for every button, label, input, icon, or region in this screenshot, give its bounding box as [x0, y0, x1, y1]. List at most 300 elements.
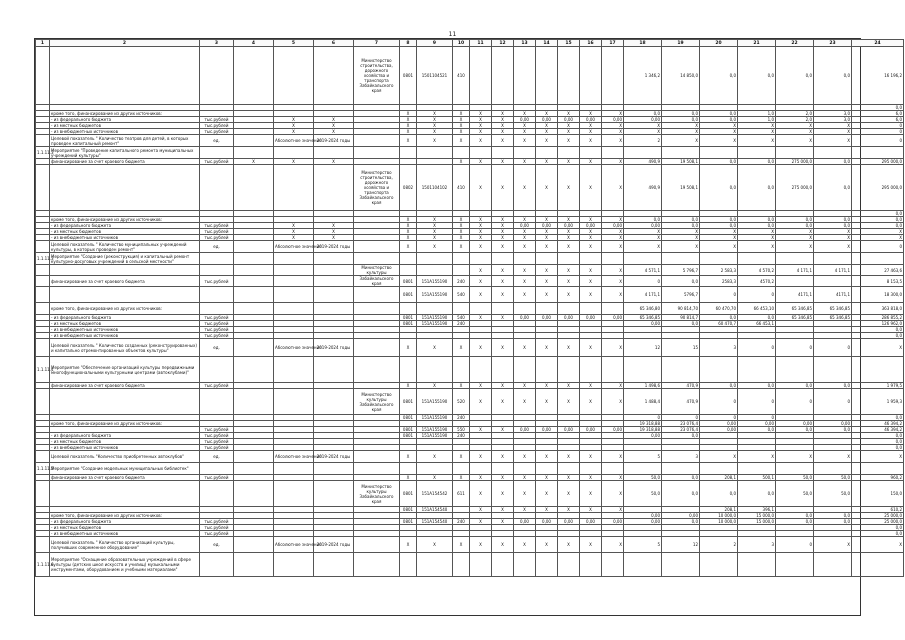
- table-cell: Х: [580, 123, 602, 129]
- table-cell: тыс.рублей: [200, 229, 234, 235]
- table-cell: 0,0: [814, 513, 852, 519]
- table-cell: Целевой показатель " Количество созданных (реконструированных) и капитально отремонтированных объектов культуры": [50, 339, 200, 357]
- table-cell: Х: [514, 235, 536, 241]
- table-cell: Х: [558, 217, 580, 223]
- table-cell: Х: [558, 111, 580, 117]
- table-cell: 0,0: [738, 165, 776, 211]
- table-cell: [602, 357, 624, 383]
- table-cell: [558, 47, 580, 105]
- table-cell: Х: [453, 537, 470, 553]
- table-cell: [234, 357, 274, 383]
- table-cell: 12: [624, 339, 662, 357]
- table-cell: 0,00: [558, 315, 580, 321]
- table-cell: [470, 553, 492, 577]
- table-cell: 0,0: [700, 111, 738, 117]
- table-cell: тыс.рублей: [200, 333, 234, 339]
- table-row: [36, 276, 904, 287]
- table-cell: Х: [314, 235, 354, 241]
- table-cell: тыс.рублей: [200, 327, 234, 333]
- table-cell: Х: [700, 123, 738, 129]
- table-cell: 0,00: [602, 427, 624, 433]
- table-cell: Х: [536, 159, 558, 165]
- table-cell: Х: [492, 165, 514, 211]
- table-cell: Х: [492, 123, 514, 129]
- table-cell: Х: [558, 383, 580, 389]
- table-cell: [492, 463, 514, 475]
- table-cell: Х: [602, 135, 624, 147]
- table-cell: Х: [738, 229, 776, 235]
- table-cell: Х: [776, 229, 814, 235]
- table-cell: Х: [274, 117, 314, 123]
- table-cell: [36, 287, 50, 303]
- table-cell: 0,0: [814, 47, 852, 105]
- table-cell: [624, 553, 662, 577]
- table-cell: Х: [662, 241, 700, 253]
- table-cell: 10 000,0: [700, 519, 738, 525]
- table-cell: тыс.рублей: [200, 427, 234, 433]
- table-cell: 396,1: [738, 507, 776, 513]
- table-cell: Х: [700, 135, 738, 147]
- table-cell: [814, 463, 852, 475]
- table-cell: Х: [580, 217, 602, 223]
- table-cell: 3,0: [814, 117, 852, 123]
- table-cell: 2,0: [776, 111, 814, 117]
- table-cell: 151A155190: [417, 315, 453, 321]
- table-cell: [514, 253, 536, 265]
- table-cell: 410: [453, 165, 470, 211]
- table-cell: 0,00: [700, 427, 738, 433]
- table-cell: Х: [700, 241, 738, 253]
- table-cell: Х: [492, 537, 514, 553]
- table-cell: Х: [470, 135, 492, 147]
- table-cell: [776, 553, 814, 577]
- table-cell: Х: [314, 223, 354, 229]
- table-cell: 90 814,7: [662, 315, 700, 321]
- table-cell: Х: [274, 223, 314, 229]
- table-cell: [852, 553, 904, 577]
- table-cell: Х: [580, 165, 602, 211]
- table-cell: Х: [536, 339, 558, 357]
- table-cell: [776, 357, 814, 383]
- table-cell: Х: [580, 537, 602, 553]
- table-cell: кроме того, финансирование из других источников:: [50, 421, 200, 427]
- table-cell: 66 453,1: [738, 321, 776, 327]
- table-cell: Х: [453, 475, 470, 481]
- table-cell: Х: [602, 235, 624, 241]
- table-cell: 1.1.11.3: [36, 147, 50, 159]
- table-cell: [662, 463, 700, 475]
- table-cell: [314, 389, 354, 415]
- table-cell: 1.1.11.6: [36, 553, 50, 577]
- table-cell: [602, 147, 624, 159]
- table-cell: 240: [453, 276, 470, 287]
- table-cell: Х: [558, 241, 580, 253]
- table-cell: [234, 135, 274, 147]
- table-cell: Х: [776, 135, 814, 147]
- table-cell: 2: [700, 537, 738, 553]
- table-cell: 151A154540: [417, 519, 453, 525]
- table-cell: 4171,1: [814, 287, 852, 303]
- table-cell: Х: [492, 229, 514, 235]
- table-cell: [492, 303, 514, 315]
- table-cell: Х: [558, 135, 580, 147]
- table-cell: Х: [470, 129, 492, 135]
- table-cell: тыс.рублей: [200, 475, 234, 481]
- table-cell: [314, 481, 354, 507]
- column-header-17: 17: [602, 40, 624, 47]
- table-cell: 0801: [400, 321, 417, 327]
- column-header-15: 15: [558, 40, 580, 47]
- table-cell: 0,00: [514, 427, 536, 433]
- table-cell: [624, 463, 662, 475]
- table-cell: 0,0: [738, 315, 776, 321]
- table-cell: [738, 147, 776, 159]
- table-cell: Х: [514, 481, 536, 507]
- table-cell: Х: [624, 229, 662, 235]
- table-row: [36, 165, 904, 211]
- table-cell: Х: [470, 315, 492, 321]
- table-cell: Х: [234, 159, 274, 165]
- table-cell: Х: [470, 241, 492, 253]
- table-cell: 0: [852, 135, 904, 147]
- table-cell: 0,0: [662, 111, 700, 117]
- table-cell: 150,0: [852, 481, 904, 507]
- table-cell: Х: [417, 235, 453, 241]
- table-cell: Х: [514, 287, 536, 303]
- table-cell: [514, 303, 536, 315]
- table-cell: Х: [453, 383, 470, 389]
- table-cell: [36, 47, 50, 105]
- table-cell: 0,00: [624, 321, 662, 327]
- table-cell: 0: [776, 339, 814, 357]
- table-cell: 0,00: [814, 421, 852, 427]
- table-cell: 151A155190: [417, 321, 453, 327]
- table-cell: 4 171,1: [814, 265, 852, 276]
- table-cell: 0,0: [814, 427, 852, 433]
- table-cell: [50, 389, 200, 415]
- table-cell: 5796,7: [662, 287, 700, 303]
- table-cell: 0,00: [536, 117, 558, 123]
- table-cell: Х: [776, 129, 814, 135]
- table-cell: 540: [453, 315, 470, 321]
- table-cell: [536, 357, 558, 383]
- table-cell: Х: [417, 123, 453, 129]
- table-cell: 0,00: [580, 427, 602, 433]
- table-cell: Х: [492, 217, 514, 223]
- table-cell: Х: [400, 123, 417, 129]
- table-cell: Х: [580, 276, 602, 287]
- table-cell: 3,0: [814, 111, 852, 117]
- table-cell: [453, 147, 470, 159]
- table-cell: 151A155190: [417, 433, 453, 439]
- table-cell: Х: [453, 451, 470, 463]
- table-cell: 960,2: [852, 475, 904, 481]
- table-cell: [814, 253, 852, 265]
- table-cell: Х: [624, 235, 662, 241]
- table-cell: 0,00: [514, 519, 536, 525]
- table-cell: 0: [776, 537, 814, 553]
- table-cell: [662, 253, 700, 265]
- table-cell: Х: [602, 111, 624, 117]
- table-cell: 208,1: [700, 507, 738, 513]
- table-cell: Х: [470, 427, 492, 433]
- table-cell: 1 959,3: [852, 389, 904, 415]
- table-cell: - из местных бюджетов: [50, 123, 200, 129]
- table-cell: [234, 276, 274, 287]
- table-cell: [234, 287, 274, 303]
- table-cell: 1.1.11.5: [36, 463, 50, 475]
- table-cell: [514, 147, 536, 159]
- table-cell: 0,0: [700, 217, 738, 223]
- table-cell: 0,00: [580, 519, 602, 525]
- table-cell: Х: [514, 135, 536, 147]
- table-cell: тыс.рублей: [200, 223, 234, 229]
- table-cell: [470, 47, 492, 105]
- table-cell: 0,0: [852, 105, 904, 111]
- table-cell: 2 583,3: [700, 265, 738, 276]
- table-cell: 240: [453, 415, 470, 421]
- table-cell: 18 300,0: [852, 287, 904, 303]
- table-cell: [536, 253, 558, 265]
- table-cell: 3: [738, 537, 776, 553]
- table-cell: Х: [470, 165, 492, 211]
- table-cell: 50,0: [814, 481, 852, 507]
- table-cell: [234, 481, 274, 507]
- table-cell: 1 979,5: [852, 383, 904, 389]
- table-cell: [400, 303, 417, 315]
- table-cell: [602, 553, 624, 577]
- table-cell: 286 855,2: [852, 315, 904, 321]
- column-header-6: 6: [314, 40, 354, 47]
- table-cell: 0,00: [536, 315, 558, 321]
- table-cell: [453, 463, 470, 475]
- table-cell: 10 000,0: [700, 513, 738, 519]
- table-cell: [234, 253, 274, 265]
- table-cell: Х: [852, 229, 904, 235]
- table-cell: 0,0: [814, 159, 852, 165]
- column-header-3: 3: [200, 40, 234, 47]
- table-cell: Х: [274, 235, 314, 241]
- table-cell: [400, 253, 417, 265]
- table-cell: 46 394,2: [852, 427, 904, 433]
- table-cell: [624, 253, 662, 265]
- table-cell: Абсолютное значение: [274, 537, 314, 553]
- table-cell: Х: [852, 537, 904, 553]
- table-cell: Х: [558, 235, 580, 241]
- table-cell: 0,0: [700, 383, 738, 389]
- table-cell: Х: [738, 235, 776, 241]
- table-cell: [624, 147, 662, 159]
- table-cell: 0,0: [776, 427, 814, 433]
- table-cell: Х: [814, 241, 852, 253]
- table-cell: 490,9: [624, 165, 662, 211]
- table-cell: [400, 147, 417, 159]
- table-cell: [354, 451, 400, 463]
- table-cell: [580, 463, 602, 475]
- table-cell: Х: [814, 123, 852, 129]
- table-cell: [558, 147, 580, 159]
- table-row: [36, 357, 904, 383]
- table-cell: Х: [662, 135, 700, 147]
- table-cell: Х: [514, 265, 536, 276]
- table-cell: [514, 47, 536, 105]
- table-cell: Министерство культуры Забайкальского края: [354, 481, 400, 507]
- table-cell: Х: [417, 117, 453, 123]
- table-cell: [514, 463, 536, 475]
- table-cell: 0,0: [852, 445, 904, 451]
- table-cell: Х: [314, 123, 354, 129]
- column-header-22: 22: [776, 40, 814, 47]
- table-cell: Х: [453, 123, 470, 129]
- table-cell: Х: [453, 117, 470, 123]
- table-cell: Х: [602, 123, 624, 129]
- table-cell: Х: [314, 129, 354, 135]
- table-cell: Х: [492, 507, 514, 513]
- table-cell: 2: [624, 135, 662, 147]
- table-cell: Х: [514, 129, 536, 135]
- table-cell: [36, 276, 50, 287]
- table-row: [36, 303, 904, 315]
- table-cell: - из внебюджетных источников: [50, 445, 200, 451]
- table-cell: [314, 165, 354, 211]
- table-cell: Х: [417, 241, 453, 253]
- table-cell: Х: [470, 265, 492, 276]
- table-cell: Х: [558, 265, 580, 276]
- table-cell: 0,00: [580, 315, 602, 321]
- table-cell: Х: [400, 111, 417, 117]
- table-cell: [274, 265, 314, 276]
- table-cell: [36, 339, 50, 357]
- table-cell: Мероприятие "Проведение капитального ремонта муниципальных учреждений культуры": [50, 147, 200, 159]
- table-cell: 0,0: [814, 165, 852, 211]
- table-cell: Х: [400, 451, 417, 463]
- table-cell: [50, 165, 200, 211]
- table-cell: Х: [453, 339, 470, 357]
- table-cell: Х: [514, 383, 536, 389]
- table-cell: [470, 463, 492, 475]
- table-cell: [200, 165, 234, 211]
- table-cell: 0,0: [662, 276, 700, 287]
- table-cell: Х: [470, 111, 492, 117]
- table-cell: 19 508,1: [662, 159, 700, 165]
- table-cell: 0,00: [558, 117, 580, 123]
- table-cell: 0,0: [776, 519, 814, 525]
- table-cell: Х: [662, 229, 700, 235]
- table-cell: Х: [492, 276, 514, 287]
- table-cell: [200, 357, 234, 383]
- table-cell: Х: [580, 507, 602, 513]
- table-cell: [50, 287, 200, 303]
- table-cell: Х: [536, 129, 558, 135]
- table-cell: Х: [492, 389, 514, 415]
- table-cell: Х: [602, 165, 624, 211]
- table-cell: Х: [602, 507, 624, 513]
- table-cell: 0,0: [700, 159, 738, 165]
- table-cell: 0801: [400, 427, 417, 433]
- table-cell: [36, 241, 50, 253]
- column-header-1: 1: [36, 40, 50, 47]
- table-cell: - из федерального бюджета: [50, 223, 200, 229]
- table-cell: Х: [514, 507, 536, 513]
- table-cell: ед.: [200, 451, 234, 463]
- table-cell: Х: [662, 129, 700, 135]
- table-cell: Х: [492, 451, 514, 463]
- table-row: [36, 389, 904, 415]
- table-cell: [314, 276, 354, 287]
- table-cell: 60 470,7: [700, 321, 738, 327]
- table-cell: [400, 553, 417, 577]
- table-cell: Х: [776, 123, 814, 129]
- table-cell: 4171,1: [776, 287, 814, 303]
- table-cell: 0,00: [580, 117, 602, 123]
- table-cell: 0801: [400, 389, 417, 415]
- table-cell: 90 814,70: [662, 303, 700, 315]
- table-cell: 490,9: [624, 159, 662, 165]
- table-cell: [234, 553, 274, 577]
- table-cell: Министерство культуры: [354, 265, 400, 276]
- table-cell: 0,00: [580, 223, 602, 229]
- table-cell: Х: [274, 159, 314, 165]
- table-cell: 50,0: [624, 481, 662, 507]
- table-cell: кроме того, финансирование из других источников:: [50, 217, 200, 223]
- table-cell: Абсолютное значение: [274, 339, 314, 357]
- table-cell: [200, 47, 234, 105]
- table-cell: тыс.рублей: [200, 439, 234, 445]
- table-row: [36, 135, 904, 147]
- table-cell: 0,0: [738, 427, 776, 433]
- table-cell: Х: [536, 481, 558, 507]
- column-header-13: 13: [514, 40, 536, 47]
- column-header-8: 8: [400, 40, 417, 47]
- table-cell: [200, 253, 234, 265]
- table-cell: 0: [814, 339, 852, 357]
- table-cell: 0,0: [662, 433, 700, 439]
- table-cell: [354, 135, 400, 147]
- table-cell: 0,0: [738, 159, 776, 165]
- table-cell: Х: [453, 135, 470, 147]
- table-cell: 0,0: [814, 217, 852, 223]
- table-cell: [536, 147, 558, 159]
- table-cell: Х: [602, 287, 624, 303]
- table-cell: Х: [470, 123, 492, 129]
- table-cell: [417, 357, 453, 383]
- table-cell: 0,00: [602, 223, 624, 229]
- table-cell: 550: [453, 427, 470, 433]
- table-cell: Х: [536, 287, 558, 303]
- table-cell: Х: [814, 537, 852, 553]
- column-header-2: 2: [50, 40, 200, 47]
- table-cell: [200, 553, 234, 577]
- table-cell: Х: [738, 135, 776, 147]
- table-cell: [314, 303, 354, 315]
- table-cell: [200, 389, 234, 415]
- table-cell: Х: [492, 135, 514, 147]
- column-header-10: 10: [453, 40, 470, 47]
- table-cell: [234, 451, 274, 463]
- table-cell: Х: [852, 339, 904, 357]
- table-cell: Х: [624, 129, 662, 135]
- table-cell: [453, 357, 470, 383]
- table-cell: [580, 147, 602, 159]
- table-cell: 0,00: [624, 433, 662, 439]
- table-cell: [274, 47, 314, 105]
- table-cell: Х: [470, 223, 492, 229]
- table-cell: 65 346,85: [814, 303, 852, 315]
- table-cell: 0,0: [700, 117, 738, 123]
- table-cell: Х: [470, 451, 492, 463]
- table-cell: 19 508,1: [662, 165, 700, 211]
- table-cell: 65 346,85: [776, 303, 814, 315]
